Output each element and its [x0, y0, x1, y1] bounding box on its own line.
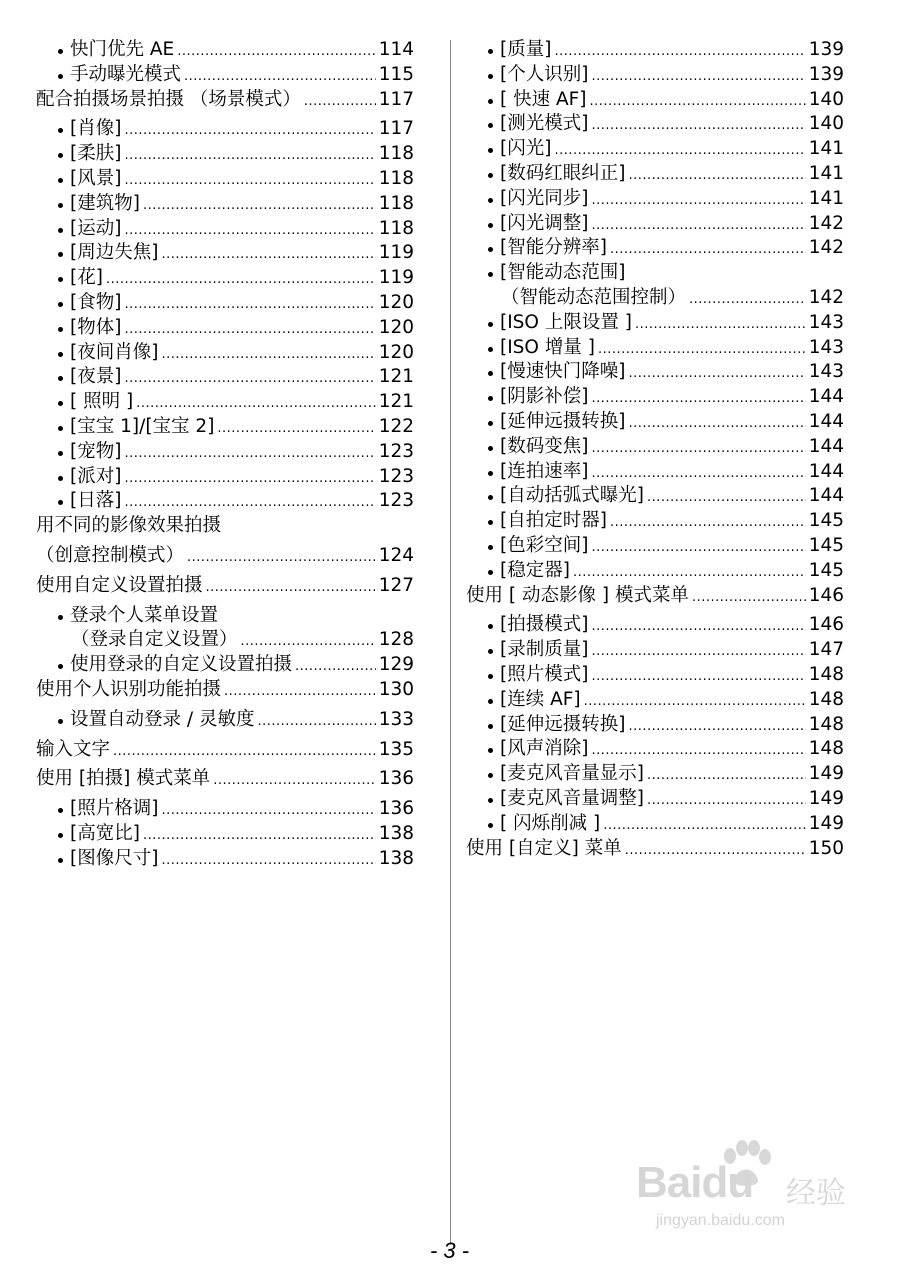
dot-leader	[217, 417, 375, 442]
dot-leader	[625, 839, 806, 864]
toc-entry	[466, 484, 844, 509]
toc-entry-page: 120	[378, 291, 414, 313]
toc-entry-page: 133	[378, 708, 414, 730]
toc-entry-title: [照片模式]	[500, 663, 589, 685]
toc-entry	[466, 762, 844, 787]
dot-leader	[628, 715, 805, 740]
toc-entry-title: [智能分辨率]	[500, 237, 607, 259]
toc-entry-page: 144	[808, 386, 844, 408]
toc-entry-title: [自动括弧式曝光]	[500, 485, 644, 507]
toc-entry-title: [录制质量]	[500, 639, 589, 661]
toc-entry	[36, 678, 414, 703]
toc-entry-title: 使用自定义设置拍摄	[36, 574, 203, 596]
toc-entry-page: 119	[378, 242, 414, 264]
toc-entry	[36, 88, 414, 113]
toc-entry-title: [肖像]	[70, 118, 122, 140]
toc-entry-title: [宝宝 1]/[宝宝 2]	[70, 415, 215, 437]
dot-leader	[591, 462, 805, 487]
toc-entry	[466, 38, 844, 63]
toc-entry	[466, 212, 844, 237]
dot-leader	[591, 739, 805, 764]
dot-leader	[241, 630, 376, 655]
toc-entry-page: 142	[808, 212, 844, 234]
toc-entry-page: 148	[808, 663, 844, 685]
dot-leader	[124, 442, 375, 467]
toc-entry-page: 127	[378, 574, 414, 596]
toc-entry-title: [建筑物]	[70, 192, 140, 214]
toc-entry-title: [风景]	[70, 167, 122, 189]
toc-entry-page: 139	[808, 63, 844, 85]
dot-leader	[161, 799, 375, 824]
toc-entry-title: [稳定器]	[500, 559, 570, 581]
toc-entry	[36, 544, 414, 569]
toc-entry-page: 146	[808, 584, 844, 606]
toc-entry	[36, 316, 414, 341]
toc-entry	[466, 584, 844, 609]
toc-entry-page: 142	[808, 286, 844, 308]
toc-entry-title: 快门优先 AE	[70, 39, 175, 60]
toc-entry	[36, 465, 414, 490]
dot-leader	[689, 288, 806, 313]
toc-entry	[466, 534, 844, 559]
toc-entry	[466, 663, 844, 688]
toc-entry-title: [柔肤]	[70, 143, 122, 165]
toc-entry	[36, 63, 414, 88]
toc-entry-page: 129	[378, 654, 414, 676]
toc-entry-page: 117	[378, 118, 414, 140]
toc-entry-title: [ 照明 ]	[70, 391, 134, 413]
dot-leader	[591, 640, 805, 665]
toc-entry	[466, 360, 844, 385]
toc-entry	[36, 142, 414, 167]
dot-leader	[573, 561, 806, 586]
toc-entry-page: 123	[378, 440, 414, 462]
toc-entry-title: [麦克风音量显示]	[500, 763, 644, 785]
toc-entry-page: 141	[808, 187, 844, 209]
toc-entry-title: [照片格调]	[70, 798, 159, 820]
toc-entry-title: [风声消除]	[500, 738, 589, 760]
toc-entry-page: 140	[808, 88, 844, 110]
toc-entry-title: [运动]	[70, 217, 122, 239]
toc-entry-title: [闪光同步]	[500, 187, 589, 209]
toc-entry	[36, 628, 414, 653]
dot-leader	[598, 338, 806, 363]
dot-leader	[184, 65, 376, 90]
toc-entry	[36, 489, 414, 514]
toc-entry	[466, 713, 844, 738]
toc-entry-title: [周边失焦]	[70, 242, 159, 264]
toc-entry-page: 136	[378, 798, 414, 820]
toc-entry-page: 145	[808, 534, 844, 556]
toc-entry-title: [ISO 上限设置 ]	[500, 311, 632, 333]
toc-entry-page: 145	[808, 559, 844, 581]
watermark-url: jingyan.baidu.com	[656, 1212, 785, 1229]
toc-entry-title: [ 闪烁削减 ]	[500, 812, 601, 834]
toc-entry-title: 用不同的影像效果拍摄	[36, 515, 222, 537]
toc-entry-page: 149	[808, 763, 844, 785]
dot-leader	[591, 387, 805, 412]
toc-entry	[466, 559, 844, 584]
toc-entry	[466, 837, 844, 862]
dot-leader	[591, 536, 805, 561]
toc-entry-page: 148	[808, 738, 844, 760]
toc-entry-title: 使用 [ 动态影像 ] 模式菜单	[466, 584, 689, 606]
dot-leader	[177, 40, 375, 65]
toc-entry-title: 使用 [自定义] 菜单	[466, 837, 622, 859]
dot-leader	[258, 710, 376, 735]
toc-entry-page: 118	[378, 167, 414, 189]
toc-entry	[36, 341, 414, 366]
dot-leader	[124, 467, 375, 492]
dot-leader	[124, 119, 375, 144]
toc-entry	[466, 286, 844, 311]
toc-entry-page: 139	[808, 39, 844, 60]
toc-entry-page: 114	[378, 39, 414, 60]
dot-leader	[603, 814, 805, 839]
dot-leader	[554, 40, 805, 65]
toc-entry-title: 使用个人识别功能拍摄	[36, 678, 222, 700]
dot-leader	[647, 789, 806, 814]
toc-entry-title: [延伸远摄转换]	[500, 713, 626, 735]
toc-entry-title: [连拍速率]	[500, 460, 589, 482]
toc-entry-page: 144	[808, 410, 844, 432]
dot-leader	[213, 769, 375, 794]
toc-entry-title: [个人识别]	[500, 63, 589, 85]
toc-entry-page: 124	[378, 544, 414, 566]
toc-entry	[36, 365, 414, 390]
dot-leader	[692, 586, 806, 611]
toc-entry	[466, 236, 844, 261]
toc-entry	[36, 117, 414, 142]
dot-leader	[647, 764, 806, 789]
toc-entry	[36, 847, 414, 872]
dot-leader	[590, 90, 806, 115]
toc-entry-page: 118	[378, 143, 414, 165]
toc-entry-title: [物体]	[70, 316, 122, 338]
toc-entry-title: [夜间肖像]	[70, 341, 159, 363]
toc-entry-page: 149	[808, 787, 844, 809]
dot-leader	[113, 740, 376, 765]
dot-leader	[143, 824, 376, 849]
toc-entry-page: 150	[808, 837, 844, 859]
toc-entry-page: 115	[378, 63, 414, 85]
toc-entry	[466, 63, 844, 88]
toc-entry-title: [图像尺寸]	[70, 847, 159, 869]
toc-entry	[36, 514, 414, 539]
toc-entry-page: 145	[808, 510, 844, 532]
toc-entry-title: [闪光调整]	[500, 212, 589, 234]
toc-entry-page: 118	[378, 217, 414, 239]
toc-entry-page: 120	[378, 316, 414, 338]
dot-leader	[206, 576, 376, 601]
toc-entry-page: 143	[808, 361, 844, 383]
toc-entry-title: [闪光]	[500, 138, 552, 160]
dot-leader	[610, 511, 806, 536]
dot-leader	[161, 243, 375, 268]
dot-leader	[591, 65, 805, 90]
toc-entry	[466, 460, 844, 485]
toc-entry-title: 登录个人菜单设置	[70, 604, 219, 626]
dot-leader	[124, 491, 375, 516]
dot-leader	[295, 655, 376, 680]
toc-entry-title: [质量]	[500, 39, 552, 60]
dot-leader	[161, 849, 375, 874]
toc-entry-title: [慢速快门降噪]	[500, 361, 626, 383]
toc-entry-page: 130	[378, 678, 414, 700]
toc-column-left	[36, 38, 414, 872]
toc-entry-title: [连续 AF]	[500, 688, 581, 710]
toc-entry-title: [智能动态范围]	[500, 262, 626, 284]
dot-leader	[106, 268, 376, 293]
dot-leader	[635, 313, 806, 338]
dot-leader	[591, 665, 805, 690]
toc-entry-page: 118	[378, 192, 414, 214]
dot-leader	[584, 690, 806, 715]
toc-entry	[466, 112, 844, 137]
dot-leader	[124, 169, 375, 194]
toc-entry	[466, 311, 844, 336]
toc-entry-title: 使用 [拍摄] 模式菜单	[36, 768, 211, 790]
toc-entry-title: [数码变焦]	[500, 435, 589, 457]
toc-entry	[36, 291, 414, 316]
dot-leader	[161, 343, 375, 368]
toc-entry-title: [自拍定时器]	[500, 510, 607, 532]
toc-entry	[466, 812, 844, 837]
toc-entry-title: [夜景]	[70, 366, 122, 388]
toc-entry-page: 144	[808, 435, 844, 457]
toc-entry	[36, 653, 414, 678]
toc-entry	[466, 88, 844, 113]
toc-entry	[36, 217, 414, 242]
toc-entry-title: 配合拍摄场景拍摄 （场景模式）	[36, 88, 301, 110]
toc-entry	[466, 613, 844, 638]
toc-entry	[36, 266, 414, 291]
toc-entry-title: [麦克风音量调整]	[500, 787, 644, 809]
toc-entry-title: 使用登录的自定义设置拍摄	[70, 654, 293, 676]
column-divider	[450, 40, 451, 1245]
toc-entry-title: （创意控制模式）	[36, 544, 185, 566]
toc-entry	[36, 574, 414, 599]
toc-entry-page: 148	[808, 713, 844, 735]
dot-leader	[124, 318, 375, 343]
toc-entry	[466, 410, 844, 435]
toc-entry	[466, 336, 844, 361]
toc-entry	[466, 162, 844, 187]
toc-entry-title: [花]	[70, 267, 103, 289]
toc-entry	[36, 440, 414, 465]
toc-entry-page: 140	[808, 113, 844, 135]
toc-entry-page: 141	[808, 138, 844, 160]
toc-entry	[36, 415, 414, 440]
toc-entry	[36, 797, 414, 822]
toc-entry	[466, 787, 844, 812]
toc-entry-page: 123	[378, 465, 414, 487]
dot-leader	[628, 164, 805, 189]
toc-entry-title: [高宽比]	[70, 822, 140, 844]
dot-leader	[124, 293, 375, 318]
toc-entry-title: [测光模式]	[500, 113, 589, 135]
toc-entry	[36, 38, 414, 63]
toc-entry	[466, 435, 844, 460]
toc-entry	[36, 708, 414, 733]
toc-entry-title: [ISO 增量 ]	[500, 336, 595, 358]
toc-entry	[36, 241, 414, 266]
toc-entry-page: 117	[378, 88, 414, 110]
dot-leader	[304, 90, 376, 115]
toc-entry-page: 121	[378, 391, 414, 413]
dot-leader	[647, 486, 806, 511]
toc-entry	[466, 638, 844, 663]
toc-entry-page: 142	[808, 237, 844, 259]
dot-leader	[124, 219, 375, 244]
toc-entry-title: [数码红眼纠正]	[500, 162, 626, 184]
toc-entry-title: [食物]	[70, 291, 122, 313]
toc-entry-title: 输入文字	[36, 738, 111, 760]
toc-entry-page: 128	[378, 629, 414, 651]
toc-entry	[36, 604, 414, 629]
toc-entry-page: 121	[378, 366, 414, 388]
dot-leader	[591, 189, 805, 214]
toc-entry-title: [延伸远摄转换]	[500, 410, 626, 432]
watermark-brand: 经验	[786, 1176, 846, 1211]
toc-entry-title: （登录自定义设置）	[71, 629, 238, 651]
toc-entry-page: 144	[808, 460, 844, 482]
toc-entry-page: 146	[808, 614, 844, 636]
toc-entry	[36, 822, 414, 847]
toc-entry-page: 144	[808, 485, 844, 507]
toc-entry-title: [日落]	[70, 490, 122, 512]
toc-entry-page: 136	[378, 768, 414, 790]
baidu-watermark	[636, 1140, 866, 1235]
watermark-logo: Baidu	[636, 1158, 754, 1207]
toc-entry-page: 149	[808, 812, 844, 834]
toc-entry	[36, 390, 414, 415]
dot-leader	[628, 362, 805, 387]
toc-entry-page: 123	[378, 490, 414, 512]
toc-entry-page: 120	[378, 341, 414, 363]
dot-leader	[136, 392, 375, 417]
toc-entry	[466, 688, 844, 713]
toc-entry-title: 设置自动登录 / 灵敏度	[70, 708, 255, 730]
toc-entry	[466, 261, 844, 286]
dot-leader	[554, 139, 805, 164]
toc-entry-title: [色彩空间]	[500, 534, 589, 556]
toc-entry-page: 148	[808, 688, 844, 710]
toc-entry	[466, 187, 844, 212]
dot-leader	[591, 114, 805, 139]
toc-entry	[466, 737, 844, 762]
dot-leader	[124, 367, 375, 392]
toc-entry-title: [宠物]	[70, 440, 122, 462]
toc-entry-page: 119	[378, 267, 414, 289]
toc-column-right	[466, 38, 844, 861]
toc-entry-page: 141	[808, 162, 844, 184]
toc-entry	[466, 509, 844, 534]
dot-leader	[224, 680, 376, 705]
dot-leader	[628, 412, 805, 437]
dot-leader	[610, 238, 806, 263]
toc-entry-title: [阴影补偿]	[500, 386, 589, 408]
dot-leader	[591, 437, 805, 462]
toc-entry-title: 手动曝光模式	[70, 63, 182, 85]
toc-entry	[36, 192, 414, 217]
dot-leader	[591, 615, 805, 640]
toc-entry	[36, 167, 414, 192]
toc-entry-page: 138	[378, 847, 414, 869]
toc-entry-page: 143	[808, 311, 844, 333]
dot-leader	[187, 546, 376, 571]
dot-leader	[143, 194, 376, 219]
toc-entry-title: [派对]	[70, 465, 122, 487]
toc-entry-page: 135	[378, 738, 414, 760]
toc-entry-title: [ 快速 AF]	[500, 88, 587, 110]
toc-entry	[36, 767, 414, 792]
toc-entry-page: 147	[808, 639, 844, 661]
toc-entry-page: 138	[378, 822, 414, 844]
toc-entry-title: （智能动态范围控制）	[501, 286, 687, 308]
toc-entry	[466, 385, 844, 410]
toc-entry	[466, 137, 844, 162]
dot-leader	[591, 214, 805, 239]
page-number: - 3 -	[429, 1238, 470, 1263]
dot-leader	[124, 144, 375, 169]
toc-entry-page: 143	[808, 336, 844, 358]
toc-entry	[36, 738, 414, 763]
toc-entry-page: 122	[378, 415, 414, 437]
toc-entry-title: [拍摄模式]	[500, 614, 589, 636]
